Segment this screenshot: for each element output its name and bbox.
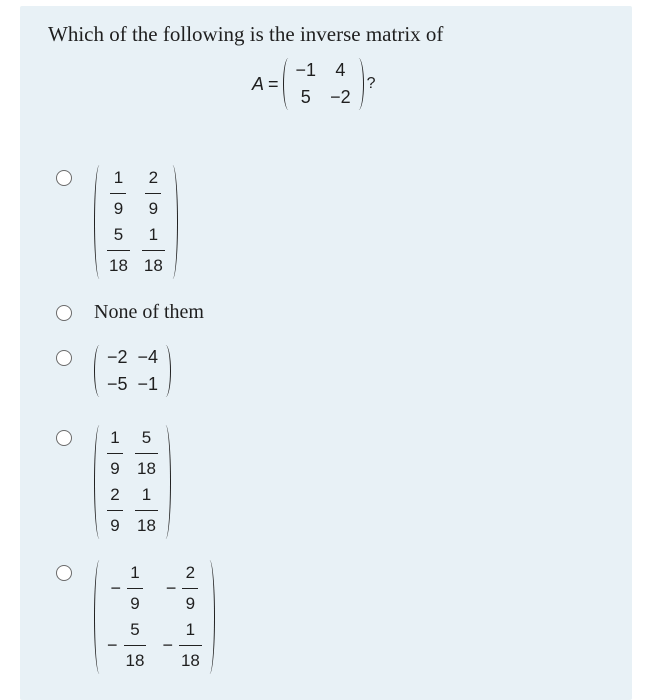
numerator: 5 [130, 620, 140, 639]
numerator: 2 [148, 168, 159, 187]
question-mark: ? [366, 75, 376, 92]
denominator: 9 [110, 516, 120, 535]
denominator: 18 [125, 651, 145, 670]
right-paren [355, 58, 364, 110]
denominator: 9 [110, 459, 120, 478]
option-matrix [94, 560, 215, 674]
radio-button[interactable] [56, 350, 72, 366]
fraction-cell [107, 619, 146, 672]
option-matrix [94, 165, 178, 279]
right-paren [206, 560, 215, 674]
matrix-a-cell: −2 [330, 87, 351, 107]
option-matrix [94, 425, 171, 539]
numerator: 1 [110, 428, 120, 447]
radio-button[interactable] [56, 170, 72, 186]
right-paren [169, 165, 178, 279]
fraction-cell [135, 427, 158, 480]
numerator: 2 [110, 485, 120, 504]
fraction-cell [107, 484, 123, 537]
matrix-variable: A [252, 73, 265, 94]
denominator: 18 [137, 459, 156, 478]
minus-sign: − [162, 635, 173, 655]
radio-button[interactable] [56, 430, 72, 446]
numerator: 1 [141, 485, 152, 504]
matrix-cell: −4 [137, 347, 159, 367]
matrix-cell: −5 [107, 374, 128, 394]
answer-option-5[interactable] [56, 560, 215, 674]
answer-option-1[interactable] [56, 165, 178, 279]
denominator: 9 [130, 594, 140, 613]
fraction-cell [110, 167, 126, 220]
matrix-cell: −1 [137, 374, 159, 394]
numerator: 5 [113, 225, 124, 244]
matrix-a [283, 58, 364, 110]
fraction-cell [107, 427, 123, 480]
numerator: 1 [148, 225, 159, 244]
answer-option-2[interactable] [56, 300, 204, 324]
matrix-a-cell: 5 [300, 87, 311, 107]
denominator: 9 [148, 199, 159, 218]
answer-option-4[interactable] [56, 425, 171, 539]
left-paren [94, 345, 103, 397]
minus-sign: − [107, 635, 118, 655]
equals-sign: = [268, 73, 279, 94]
left-paren [94, 560, 103, 674]
fraction-cell [145, 167, 161, 220]
denominator: 18 [143, 256, 163, 275]
fraction-cell [110, 562, 143, 615]
left-paren [283, 58, 292, 110]
numerator: 5 [141, 428, 152, 447]
option-matrix [94, 345, 171, 397]
denominator: 9 [113, 199, 124, 218]
fraction-cell [135, 484, 158, 537]
numerator: 1 [130, 563, 140, 582]
fraction-cell [162, 619, 201, 672]
question-text: Which of the following is the inverse matrix of [48, 22, 444, 46]
question-matrix-equation [252, 58, 376, 110]
fraction-cell [107, 224, 130, 277]
denominator: 18 [109, 256, 128, 275]
left-paren [94, 165, 103, 279]
option-label: None of them [94, 301, 204, 323]
matrix-a-cell: 4 [335, 60, 346, 80]
right-paren [162, 425, 171, 539]
denominator: 9 [185, 594, 196, 613]
right-paren [162, 345, 171, 397]
radio-button[interactable] [56, 565, 72, 581]
minus-sign: − [165, 578, 177, 598]
denominator: 18 [137, 516, 156, 535]
fraction-cell [142, 224, 165, 277]
numerator: 1 [185, 620, 196, 639]
minus-sign: − [110, 578, 121, 598]
radio-button[interactable] [56, 305, 72, 321]
left-paren [94, 425, 103, 539]
fraction-cell [166, 562, 199, 615]
numerator: 2 [185, 563, 196, 582]
denominator: 18 [180, 651, 200, 670]
numerator: 1 [113, 168, 124, 187]
answer-option-3[interactable] [56, 345, 171, 397]
matrix-a-cell: −1 [295, 60, 317, 80]
matrix-cell: −2 [107, 347, 128, 367]
